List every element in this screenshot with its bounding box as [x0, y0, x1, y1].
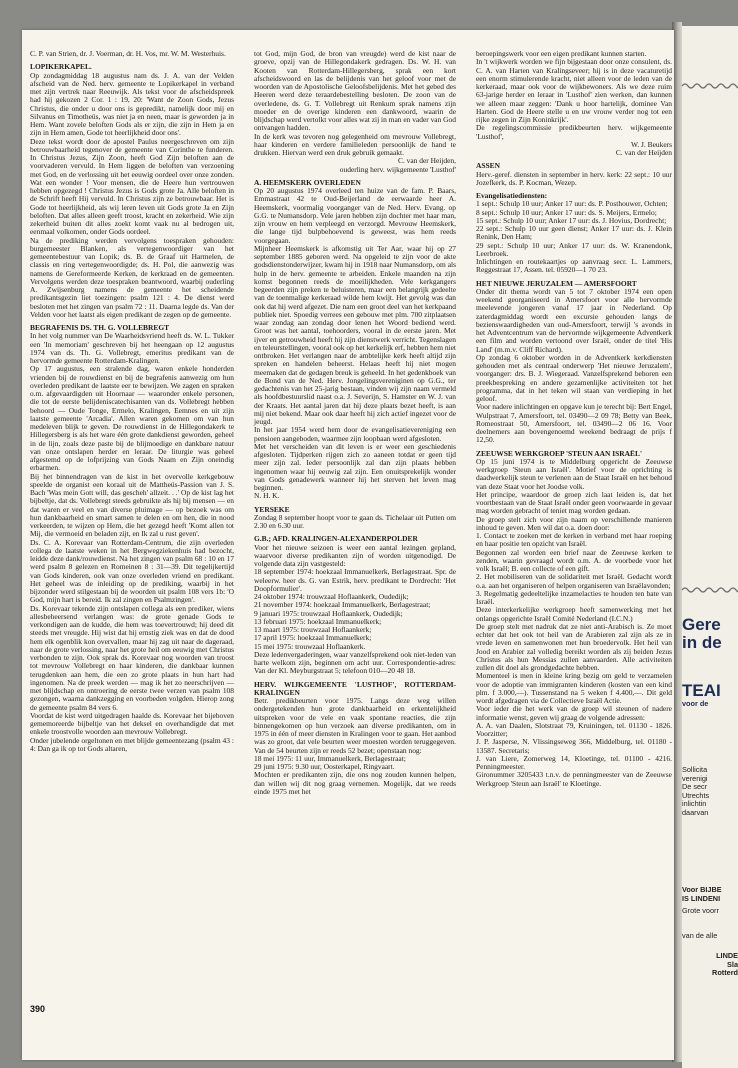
neighbor-page — [682, 26, 738, 1068]
paragraph: A. A. van Daalen, Slotstraat 79, Kruiningen, tel. 01130 - 1826. Voorzitter; — [476, 720, 672, 738]
neighbor-heading-1b: in de — [682, 633, 722, 652]
paragraph: Na de prediking werden vervolgens toespraken gehouden: burgemeester Blanken, als vertegenwoordiger van het gemeentebestuur van Lopik; ds. B. de Graaf uit Harmelen, de classis en ring vertegenwoordigde; ds. H. Pol, die aanwezig was namens de Gereformeerde Kerken, de kerkraad en de gemeenten. Vervolgens werden deze toespraken beantwoord, waarbij ouderling A. Zwijsenburg namens de gemeente het scheidende predikantsgezin liet toezingen: psalm 121 : 4. De dienst werd besloten met het zingen van psalm 72 : 11. Daarna legde ds. Van der Velden voor het laatst als eigen predikant de zegen op de gemeente. — [30, 235, 234, 319]
neighbor-ad-line-2: IS LINDENI — [682, 893, 721, 903]
paragraph: Op 17 augustus, een stralende dag, waren enkele honderden vrienden bij de rouwdienst en bij de begrafenis aanwezig om hun overleden predikant de laatste eer te bewijzen. We zagen en spraken o.m. afgevaardigden uit Hoornaar — waaronder enkele personen, die tot de eerste belijdeniscatechisanten van ds. Vollebregt hebben behoord — Oude Tonge, Ermelo, Kralingen, Eemnes en uit zijn laatste gemeente 'Arcadia'. Allen waren gekomen om van hun medeleven blijk te geven. De rouwdienst in de Hillegondakerk te Hillegersberg is als het ware één grote dankdienst geworden, geheel in de lijn, zoals deze paste bij de blijmoedige en dankbare natuur van onze ontslapen herder en leraar. De liturgie was geheel afgestemd op de lofprijzing van Gods Naam en Zijn oneindig erbarmen. — [30, 364, 234, 473]
paragraph: N. H. K. — [254, 491, 280, 501]
section-heading: BEGRAFENIS DS. TH. G. VOLLEBREGT — [30, 323, 170, 332]
section-heading: HERV. WIJKGEMEENTE 'LUSTHOF', ROTTERDAM-KRALINGEN — [254, 679, 456, 697]
signature-line: C. van der Heijden — [615, 148, 672, 157]
signature-line: ouderling herv. wijkgemeente 'Lusthof' — [339, 164, 456, 174]
paragraph: 29 sept.: Schulp 10 uur; Anker 17 uur: ds. W. Kranendonk, Leerbroek. — [476, 240, 672, 258]
section-heading: YERSEKE — [254, 504, 290, 514]
paragraph: Gironummer 3205433 t.n.v. de penningmeester van de Zeeuwse Werkgroep 'Steun aan Israël' te Kloetinge. — [476, 770, 672, 788]
neighbor-small-line: verenigi — [682, 773, 708, 783]
section-heading: A. HEEMSKERK OVERLEDEN — [254, 177, 361, 187]
wavy-border-bottom — [682, 586, 738, 594]
section-heading: ZEEUWSE WERKGROEP 'STEUN AAN ISRAËL' — [476, 448, 643, 458]
paragraph: Momenteel is men in kleine kring bezig om geld te verzamelen voor de adoptie van immigranten kinderen (kosten van een kind plm. f 3.000,—). Tussenstand na 5 weken f 4.400,—. Dit geld wordt afgedragen via de Collectieve Israël Actie. — [476, 671, 672, 705]
neighbor-heading-1a: Gere — [682, 615, 721, 634]
paragraph: 15 mei 1975: trouwzaal Hoflaankerk. — [254, 641, 366, 651]
paragraph: 18 september 1974: hoekzaal Immanuelkerk, Berlagestraat. Spr. de weleerw. heer ds. G. van Estrik, herv. predikant te Dordrecht: 'Het Doopformulier'. — [254, 567, 456, 593]
column-1 — [30, 50, 234, 990]
paragraph: C. P. van Strien, dr. J. Voerman, dr. H. Vos, mr. W. M. Westerhuis. — [30, 49, 226, 58]
column-3 — [476, 49, 672, 788]
neighbor-small-text — [682, 766, 738, 817]
paragraph: De groep stelt met nadruk dat ze niet anti-Arabisch is. Ze moet echter dat het ook tot heil van de Arabieren zal zijn als ze in vrede leven en samenwonen met hun broedervolk. Het heil van Jood en Arabier zal volledig bereikt worden als zij beiden Jezus Christus als hun Messias zullen aanvaarden. Alle activiteiten zullen dit doel als grondgedachte hebben. — [476, 621, 672, 672]
paragraph: Op 15 juni 1974 is te Middelburg opgericht de Zeeuwse werkgroep 'Steun aan Israël'. Motief voor de oprichting is daadwerkelijk steun te verlenen aan de Staat Israël en het behoud van deze Staat voor het Joodse volk. — [476, 456, 672, 491]
neighbor-small-line: Utrechts — [682, 790, 710, 800]
paragraph: 13 februari 1975: hoekzaal Immanuelkerk; — [254, 616, 382, 626]
neighbor-ad-line-6: Sla — [727, 959, 738, 969]
paragraph: Zondag 8 september hoopt voor te gaan ds. Tichelaar uit Putten om 2.30 en 6.30 uur. — [254, 512, 456, 530]
signature-line: W. J. Beukers — [630, 139, 672, 149]
paragraph: Onder dit thema wordt van 5 tot 7 oktober 1974 een open weekend georganiseerd in Amersfoort voor alle hervormde meelevende jongeren vanaf 17 jaar in Nederland. Op zaterdagmiddag wordt een excursie gehouden langs de bezienswaardigheden van oud-Amersfoort, terwijl 's avonds in het Adventcentrum van de hervormde wijkgemeente Adventkerk een film and worden vertoond over Israël, onder de titel 'His Land' (m.m.v. Cliff Richard). — [476, 286, 672, 354]
paragraph: tot God, mijn God, de bron van vreugde) werd de kist naar de groeve, opzij van de Hillegondakerk gedragen. Ds. W. H. van Kooten van Rotterdam-Hillegersberg, sprak een kort afscheidswoord en las de belijdenis van het geloof voor met de woorden van de Apostolische Geloofsbelijdenis. Met het gebed des Heeren werd deze teraardebestelling besloten. De zoon van de overledene, ds. G. T. Vollebregt uit Renkum sprak namens zijn moeder en de overige kinderen een dankwoord, waarin de blijdschap werd vertolkt voor alles wat zij in man en vader van God ontvangen hadden. — [254, 49, 456, 133]
paragraph: Voor ieder die het werk van de groep wil steunen of nadere informatie wenst, geven wij graag de volgende adressen: — [476, 704, 672, 722]
neighbor-small-lines — [682, 766, 738, 817]
paragraph: 17 april 1975: hoekzaal Immanuelkerk; — [254, 633, 372, 643]
paragraph: Begonnen zal worden een brief naar de Zeeuwse kerken te zenden, waarin gevraagd wordt o.m. A. de voorbede voor het volk Israël; B. een collecte of een gift. — [476, 547, 672, 573]
paragraph: 8 sept.: Schulp 10 uur; Anker 17 uur: ds. S. Meijers, Ermelo; — [476, 207, 657, 217]
paragraph: Betr. predikbeurten voor 1975. Langs deze weg willen ondergetekenden hun grote dankbaarheid en erkentelijkheid uitspreken voor de vele en vaak spontane reacties, die zijn binnengekomen op hun verzoek aan diverse predikanten, om in 1975 in één of meer diensten in Kralingen voor te gaan. Het aanbod was zo groot, dat vele beurten weer moesten worden teruggegeven. Van de 54 beurten zijn er reeds 52 bezet; openstaan nog: — [254, 696, 456, 755]
paragraph: Voordat de kist werd uitgedragen haalde ds. Korevaar het bijeboven gememoreerde bijbeltje van het deksel en overhandigde dat met enkele troostvolle woorden aan mevrouw Vollebregt. — [30, 710, 234, 737]
paragraph: 13 maart 1975: trouwzaal Hoflaankerk; — [254, 625, 372, 634]
paragraph: Op 20 augustus 1974 overleed ten huize van de fam. P. Baars, Emmastraat 42 te Oud-Beijerland de eerwaarde heer A. Heemskerk, voormalig voorganger van de Ned. Herv. Evang. op G.G. te Numansdorp. Vele jaren hebben zijn dochter met haar man, zijn vrouw en hem verpleegd en verzorgd. Mevrouw Heemskerk, die lange tijd bulpbehoevend is geweest, was hem reeds voorgegaan. — [254, 186, 456, 245]
paragraph: De groep stelt zich voor zijn naam op verschillende manieren inhoud te geven. Men wil dat o.a. doen door: — [476, 514, 672, 532]
neighbor-heading-2 — [682, 682, 738, 709]
neighbor-heading-2a: TEAI — [682, 681, 721, 700]
neighbor-small-line: inlichtin — [682, 799, 707, 808]
section-heading: LOPIKERKAPEL. — [30, 62, 92, 72]
paragraph: 3. Regelmatig gedeeltelijke inzamelacties te houden ten bate van Israël. — [476, 588, 672, 606]
neighbor-small-line: daarvan — [682, 807, 709, 817]
paragraph: Voor nadere inlichtingen en opgave kun je terecht bij: Bert Engel, Wulpstraat 7, Amersfoort, tel. 03490—2 09 78; Betty van Beek, Romeostraat 50, Amersfoort, tel. 03490—2 06 16. Voor deelnemers aan bovengenoemd weekend bedraagt de prijs f 12,50. — [476, 402, 672, 445]
neighbor-small-line: Sollicita — [682, 765, 708, 774]
paragraph: Ds. C. A. Korevaar van Rotterdam-Centrum, die zijn overleden collega de laatste weken in het Bergwegziekenhuis had bezocht, leidde deze dank/rouwdienst. Na het zingen van psalm 68 : 10 en 17 werd psalm 8 gelezen en Romeinen 8 : 31—39. Dit tegelijkertijd van Gods kinderen, ook van onze overleden vriend en predikant. Het geheel was de inleiding op de prediking, waarbij in het bijzonder werd stilgestaan bij de woorden uit psalm 108 vers 1b: 'O God, mijn hart is bereid. Ik zal zingen en Psalmzingen'. — [30, 537, 234, 605]
paragraph: 22 sept.: Schulp 10 uur geen dienst; Anker 17 uur: ds. J. Klein Renink, Den Ham; — [476, 224, 672, 242]
paragraph: Inlichtingen en routekaartjes op aanvraag secr. L. Lammers, Reggestraat 17, Assen. tel. 05920—1 70 23. — [476, 257, 672, 275]
neighbor-ad-line-1: Voor BIJBE — [682, 885, 722, 894]
paragraph: 18 mei 1975: 11 uur, Immanuelkerk, Berlagestraat; — [254, 753, 406, 763]
neighbor-small-line: De secr — [682, 782, 708, 791]
paragraph: 9 januari 1975: trouwzaal Hoflaankerk, Oudedijk; — [254, 608, 403, 618]
neighbor-ad — [682, 886, 738, 978]
section-heading: G.B.; AFD. KRALINGEN-ALEXANDERPOLDER — [254, 534, 418, 544]
paragraph: In de kerk was tevoren nog gelegenheid om mevrouw Vollebregt, haar kinderen en verdere familieleden persoonlijk de hand te drukken. Hiervan werd een druk gebruik gemaakt. — [254, 131, 456, 157]
paragraph: Het principe, waardoor de groep zich laat leiden is, dat het voortbestaan van de Staat Israël onder geen voorwaarde in gevaar mag worden gebracht of teniet mag worden gedaan. — [476, 489, 672, 516]
neighbor-ad-line-7: Rotterd — [712, 968, 738, 977]
paragraph: 21 november 1974: hoekzaal Immanuelkerk, Berlagestraat; — [254, 600, 431, 610]
paragraph: Deze interkerkelijke werkgroep heeft samenwerking met het onlangs opgerichte Israël Comité Nederland (I.C.N.) — [476, 605, 672, 623]
paragraph: 29 juni 1975: 9.30 uur, Oosterkapel, Ringvaart. — [254, 762, 395, 771]
neighbor-heading-1 — [682, 616, 738, 652]
wavy-border-top — [682, 82, 738, 90]
signature-line: C. van der Heijden, — [397, 156, 456, 166]
paragraph: Herv.-geref. diensten in september in herv. kerk: 22 sept.: 10 uur Jozefkerk, ds. P. Kocman, Wezep. — [476, 169, 672, 187]
paragraph: In het volg nummer van De Waarheidsvriend heeft ds. W. L. Tukker een 'In memoriam' geschreven bij het heengaan op 12 augustus 1974 van ds. Th. G. Vollebregt, emeritus predikant van de hervormde gemeente Rotterdam-Kralingen. — [30, 331, 234, 365]
paragraph: Op zondagmiddag 18 augustus nam ds. J. A. van der Velden afscheid van de Ned. herv. gemeente te Lopikerkapel in verband met zijn vertrek naar Reeuwijk. Als tekst voor de afscheidspreek had hij gekozen 2 Cor. 1 : 19, 20: 'Want de Zoon Gods, Jezus Christus, die onder u door ons is gepredikt, namelijk door mij en Silvanus en Timotheüs, was niet ja en neen, maar is geworden ja in Hem. Want zovele beloften Gods als er zijn, die zijn in Hem ja en zijn in Hem amen, Gode tot heerlijkheid door ons'. — [30, 70, 234, 138]
neighbor-ad-line-5: LINDE — [716, 951, 738, 960]
paragraph: beroepingswerk voor een eigen predikant kunnen starten. — [476, 49, 647, 58]
paragraph: Mochten er predikanten zijn, die ons nog zouden kunnen helpen, dan willen wij dit nog graag vernemen. Mogelijk, dat we reeds einde 1975 met het — [254, 770, 456, 796]
neighbor-heading-2b: voor de — [682, 699, 709, 708]
paragraph: Bij het binnendragen van de kist in het overvolle kerkgebouw speelde de organist een koraal uit de Mattheüs-Passion van J. S. Bach 'Was mein Gott will, das gescheh' allzeit. . .' Op de kist lag het bijbeltje, dat ds. Vollebregt steeds gebruikte als hij bij mensen — en dat waren er veel en van diverse pluimage — op bezoek was om hun dankbaarheid en smart samen te delen en om hen, die in nood verkeerden, te wijzen op Hem, die het gezegd heeft 'Komt allen tot Mij, die vermoeid en beladen zijt, en Ik zal u rust geven'. — [30, 471, 234, 539]
paragraph: Ds. Korevaar tekende zijn ontslapen collega als een prediker, wiens allesbeheersend verlangen was: de grote genade Gods te verkondigen aan de kudde, die hem was toevertrouwd; hij deed dit steeds met vreugde. Hij wist dat hij ernstig ziek was en dat de dood hem elk ogenblik kon overvallen, maar hij zag uit naar de dageraad, naar de grote verlossing, naar het grote heil om eeuwig met Christus verbonden te zijn. Ook sprak ds. Korevaar nog woorden van troost tot mevrouw Vollebregt en haar kinderen, die dankbaar kunnen terugdenken aan hem, die een zo grote plaats in hun hart had ingenomen. Na de preek werden — mag ik het zo neerschrijven — met blijdschap en ontroering de eerste twee verzen van psalm 108 gezongen, waarna dankzegging en voorbeden volgden. Hierop zong de gemeente psalm 84 vers 6. — [30, 603, 234, 712]
page-number: 390 — [30, 1004, 46, 1014]
paragraph: J. van Liere, Zomerweg 14, Kloetinge, tel. 01100 - 4216. Penningmeester. — [476, 753, 672, 771]
paragraph: J. P. Jasperse, N. Vlissingseweg 366, Middelburg, tel. 01180 - 13587. Secretaris; — [476, 737, 672, 755]
paragraph: Op zondag 6 oktober worden in de Adventkerk kerkdiensten gehouden met als centraal onderwerp 'Het nieuwe Jeruzalem', voorganger: drs. B. J. Wiegeraad. Vanzelfsprekend behoren een preekbespreking en andere gezamenlijke activiteiten tot het programma, dat in het teken wil staan van verdieping in het geloof. — [476, 352, 672, 403]
paragraph: Deze tekst wordt door de apostel Paulus neergeschreven om zijn betrouwbaarheid tegenover de gemeente van Corinthe te funderen. In Christus Jezus, Zijn Zoon, heeft God Zijn beloften aan de voorvaderen vervuld. In Hem liggen de beloften van verzoening met God, en de verlossing uit het eeuwig oordeel over onze zonden. Wat een wonder ! Voor mensen, die de Heere hun vertrouwen hebben opgezegd ! Christus Jezus is Gods grote Ja. Alle beloften in de Schrift heeft Hij vervuld. In Christus zijn ze betrouwbaar. Het is Gode tot heerlijkheid, als wij leren leven uit Gods grote Ja en Zijn beloften. Dat alles alleen geeft troost, kracht en zekerheid. Wie zijn zekerheid buiten dit alles zoekt komt vaak nu al bedrogen uit, eenmaal volkomen, onder Gods oordeel. — [30, 136, 234, 237]
column-2 — [254, 50, 456, 990]
paragraph: De regelingscommissie predikbeurten herv. wijkgemeente 'Lusthof', — [476, 123, 672, 141]
neighbor-ad-line-4: van de alle — [682, 930, 718, 940]
paragraph: Voor het nieuwe seizoen is weer een aantal lezingen gepland, waarvoor diverse predikanten zijn of worden uitgenodigd. De volgende data zijn vastgesteld: — [254, 542, 456, 568]
neighbor-ad-line-3: Grote voorr — [682, 906, 719, 915]
paragraph: Deze ledenvergaderingen, waar vanzelfsprekend ook niet-leden van harte welkom zijn, beginnen om acht uur. Correspondentie-adres: Van der Kl. Meyburgstraat 5; telefoon 010—20 48 18. — [254, 649, 456, 676]
section-heading: Evangelisatiediensten: — [476, 191, 548, 200]
paragraph: Met het verscheiden van dit leven is er weer een geschiedenis afgesloten. Tijdperken rijgen zich zo aaneen totdat er geen tijd meer zijn zal. Ieder persoonlijk zal dan zijn plaats hebben ingenomen waar hij eeuwig zal zijn. Een onuitsprekelijk wonder van Gods genadewerk wanneer hij het sterven het leven mag beginnen. — [254, 441, 456, 492]
paragraph: In 't wijkwerk worden we fijn bijgestaan door onze consulent, ds. C. A. van Harten van Kralingseveer; hij is in deze vacaturetijd een enorm stimulerende kracht, niet alleen voor de leden van de kerkeraad, maar ook voor de wijkbewoners. Als we deze ruim 63-jarige herder en leraar in 'Lusthof' zien werken, dan kunnen we alleen maar zeggen: 'Dank u hoor hartelijk, dominee Van Harten. God de Heere stelle u en uw vrouw verder nog tot een rijke zegen in Zijn Koninkrijk'. — [476, 57, 672, 124]
section-heading: ASSEN — [476, 161, 500, 171]
paragraph: 24 oktober 1974: trouwzaal Hoflaankerk, Oudedijk; — [254, 592, 409, 601]
paragraph: In het jaar 1954 werd hem door de evangelisatievereniging een pensioen aangeboden, waarmee zijn loopbaan werd afgesloten. — [254, 425, 456, 443]
paragraph: 15 sept.: Schulp 10 uur; Anker 17 uur: ds. J. Hovius, Dordrecht; — [476, 215, 667, 225]
section-heading: HET NIEUWE JERUZALEM — AMERSFOORT — [476, 278, 637, 288]
paragraph: 1 sept.: Schulp 10 uur; Anker 17 uur: ds. P. Posthouwer, Ochten; — [476, 199, 668, 209]
paragraph: Onder jubelende orgeltonen en met blijde gemeentezang (psalm 43 : 4: Dan ga ik op tot Gods altaren, — [30, 735, 234, 753]
paragraph: Mijnheer Heemskerk is afkomstig uit Ter Aar, waar hij op 27 september 1885 geboren werd. Na opgeleid te zijn voor de akte godsdienstonderwijzer, kwam hij in 1918 naar Numansdorp, om als hulp in de herv. gemeente te arbeiden. Enkele maanden na zijn komst begonnen reeds de moeilijkheden. Vele kerkgangers begeerden zijn preken te beluisteren, maar een belangrijk gedeelte van de toenmalige kerkeraad wilde hem kwijt. Het gevolg was dan ook dat hij werd afgezet. Die nam een groot deel van het kerkpaand publiek niet. Spoedig verrees een gebouw met plm. 700 zitplaatsen waar zondag aan zondag door lenen het Woord bediend werd. Groot was het aantal, toehoorders, vooral in de eerste jaren. Met ijver en getrouwheid heeft hij zijn dienstwerk verricht. Tegenslagen en teleurstellingen, vooral ook op het kerkelijk erf, hebben hem niet ontbroken. Het verlangen naar de ambtelijke kerk heeft altijd zijn spreken en handelen beheerst. Helaas heeft hij niet mogen meemaken dat de gedagen breuk is geheeld. In het gedenkboek van de Bond van de Ned. Herv. Jongelingsvereniginen op G.G., ter gedachtenis van het 25-jarig bestaan, vinden wij zijn naam vermeld als hoofdbestuurslid naast o.a. J. Severijn, S. Hamster en W. J. van der Kraats. Het aantal jaren dat hij deze plaats bezet heeft, is aan mij niet bekend. Maar ook daar heeft hij zich actief ingezet voor de jeugd. — [254, 243, 456, 426]
paragraph: 1. Contact te zoeken met de kerken in verband met haar roeping en haar positie ten opzicht van Israël. — [476, 531, 672, 549]
paragraph: 2. Het mobiliseren van de solidariteit met Israël. Gedacht wordt o.a. aan het organiseren of helpen organiseren van Israëlavonden; — [476, 572, 672, 590]
